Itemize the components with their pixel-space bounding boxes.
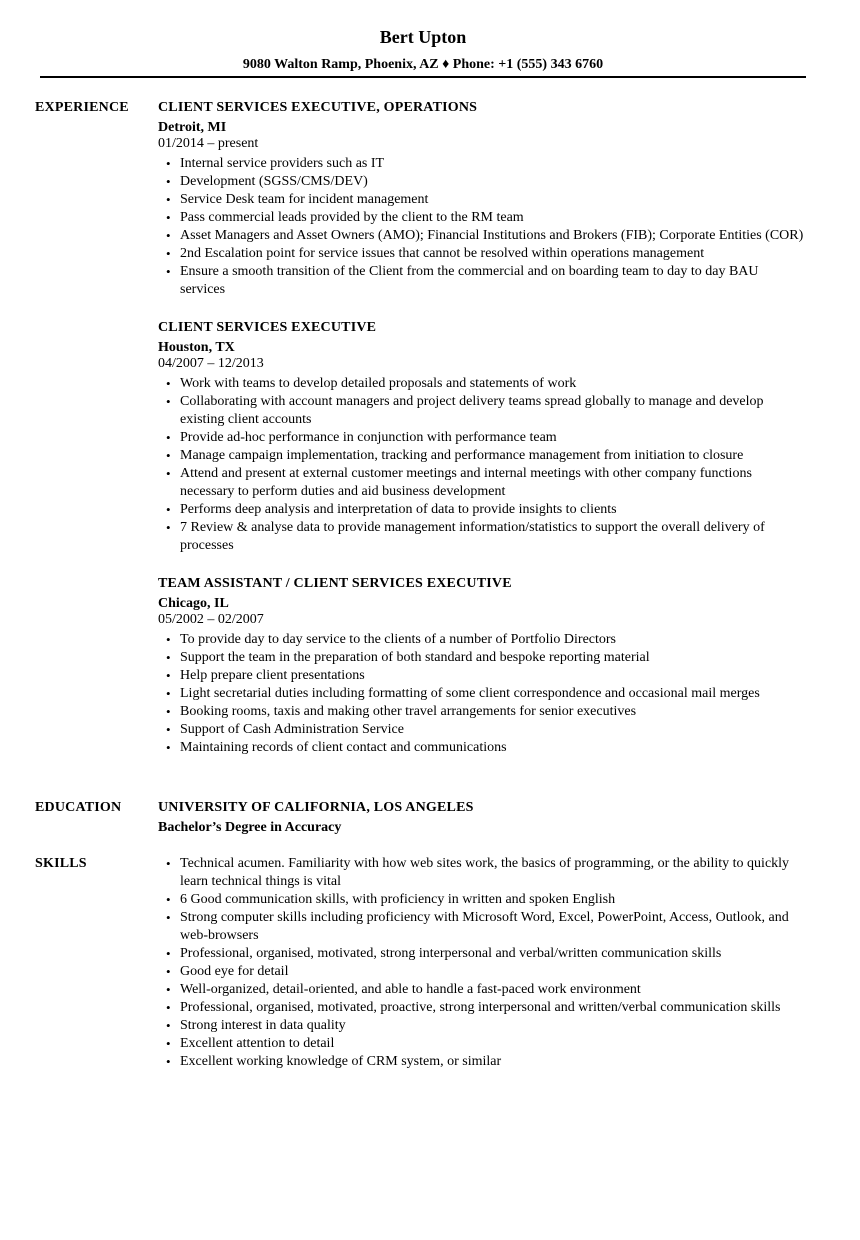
job-bullets: [158, 631, 806, 757]
bullet-item: • 7 Review & analyse data to provide management information/statistics to support the overall delivery of processes: [158, 519, 806, 555]
bullet-item: • Pass commercial leads provided by the client to the RM team: [158, 209, 806, 227]
job-location: Chicago, IL: [158, 596, 229, 611]
job-bullets: [158, 155, 806, 299]
candidate-name: Bert Upton: [379, 27, 467, 47]
job-location: Detroit, MI: [158, 120, 227, 135]
job-dates: 05/2002 – 02/2007: [158, 612, 264, 627]
skill-item: • Well-organized, detail-oriented, and able to handle a fast-paced work environment: [158, 981, 806, 999]
education-body: [158, 799, 806, 837]
bullet-item: • Provide ad-hoc performance in conjunction with performance team: [158, 429, 806, 447]
job-location: Houston, TX: [158, 340, 235, 355]
bullet-item: • Help prepare client presentations: [158, 667, 806, 685]
bullet-item: • Internal service providers such as IT: [158, 155, 806, 173]
job-title: TEAM ASSISTANT / CLIENT SERVICES EXECUTIVE: [158, 576, 512, 591]
skill-item: • Strong interest in data quality: [158, 1017, 806, 1035]
skill-item: • 6 Good communication skills, with proficiency in written and spoken English: [158, 891, 806, 909]
bullet-item: • 2nd Escalation point for service issues that cannot be resolved within operations management: [158, 245, 806, 263]
bullet-item: • Light secretarial duties including formatting of some client correspondence and occasional mail merges: [158, 685, 806, 703]
job-entry: [158, 575, 806, 757]
resume-header: [0, 26, 846, 74]
skills-body: [158, 855, 806, 1071]
bullet-item: • Attend and present at external customer meetings and internal meetings with other company functions necessary to perform duties and aid business development: [158, 465, 806, 501]
skill-item: • Good eye for detail: [158, 963, 806, 981]
job-title: CLIENT SERVICES EXECUTIVE, OPERATIONS: [158, 100, 478, 115]
section-label-skills: SKILLS: [35, 856, 87, 871]
job-entry: [158, 99, 806, 299]
skill-item: • Excellent attention to detail: [158, 1035, 806, 1053]
bullet-item: • Booking rooms, taxis and making other travel arrangements for senior executives: [158, 703, 806, 721]
bullet-item: • Support of Cash Administration Service: [158, 721, 806, 739]
bullet-item: • Maintaining records of client contact and communications: [158, 739, 806, 757]
job-dates: 01/2014 – present: [158, 136, 259, 151]
section-label-education: EDUCATION: [35, 800, 122, 815]
bullet-item: • Development (SGSS/CMS/DEV): [158, 173, 806, 191]
bullet-item: • Asset Managers and Asset Owners (AMO); Financial Institutions and Brokers (FIB); Corporate Entities (COR): [158, 227, 806, 245]
bullet-item: • Service Desk team for incident management: [158, 191, 806, 209]
skill-item: • Strong computer skills including proficiency with Microsoft Word, Excel, PowerPoint, Access, Outlook, and web-browsers: [158, 909, 806, 945]
bullet-item: • Collaborating with account managers and project delivery teams spread globally to manage and develop existing client accounts: [158, 393, 806, 429]
bullet-item: • To provide day to day service to the clients of a number of Portfolio Directors: [158, 631, 806, 649]
job-dates: 04/2007 – 12/2013: [158, 356, 264, 371]
skill-item: • Professional, organised, motivated, proactive, strong interpersonal and written/verbal communication skills: [158, 999, 806, 1017]
skill-item: • Excellent working knowledge of CRM system, or similar: [158, 1053, 806, 1071]
job-bullets: [158, 375, 806, 555]
contact-line: 9080 Walton Ramp, Phoenix, AZ ♦ Phone: +1 (555) 343 6760: [242, 57, 604, 72]
section-label-experience: EXPERIENCE: [35, 100, 129, 115]
bullet-item: • Work with teams to develop detailed proposals and statements of work: [158, 375, 806, 393]
job-entry: [158, 319, 806, 555]
skill-item: • Professional, organised, motivated, strong interpersonal and verbal/written communication skills: [158, 945, 806, 963]
degree-name: Bachelor’s Degree in Accuracy: [158, 820, 342, 835]
skills-list: [158, 855, 806, 1071]
bullet-item: • Support the team in the preparation of both standard and bespoke reporting material: [158, 649, 806, 667]
bullet-item: • Ensure a smooth transition of the Client from the commercial and on boarding team to day to day BAU services: [158, 263, 806, 299]
school-name: UNIVERSITY OF CALIFORNIA, LOS ANGELES: [158, 800, 474, 815]
job-title: CLIENT SERVICES EXECUTIVE: [158, 320, 377, 335]
bullet-item: • Manage campaign implementation, tracking and performance management from initiation to closure: [158, 447, 806, 465]
bullet-item: • Performs deep analysis and interpretation of data to provide insights to clients: [158, 501, 806, 519]
experience-body: [158, 99, 806, 777]
skill-item: • Technical acumen. Familiarity with how web sites work, the basics of programming, or the ability to quickly learn technical things is vital: [158, 855, 806, 891]
header-divider: [40, 76, 806, 78]
